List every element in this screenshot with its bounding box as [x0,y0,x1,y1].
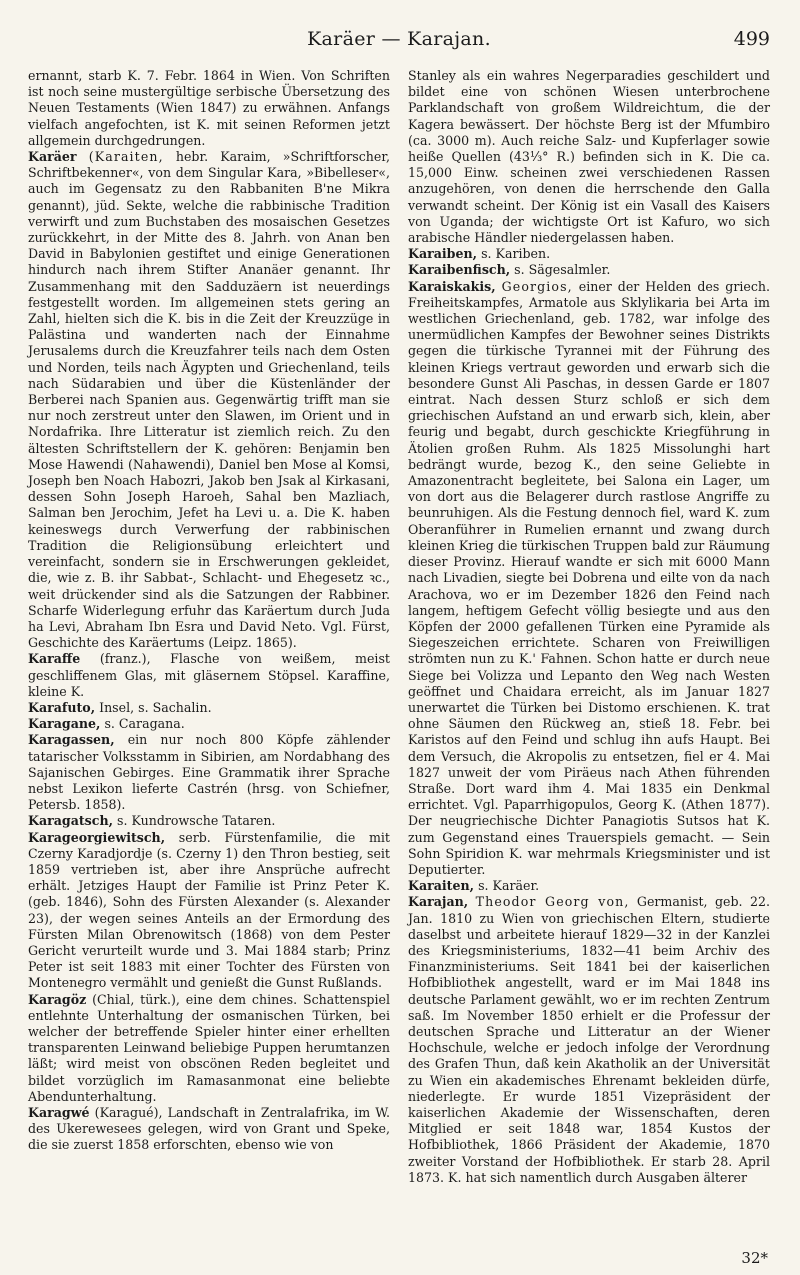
dictionary-entry [28,700,390,716]
running-title: Karäer — Karajan. [307,28,491,50]
text-columns [28,68,770,1186]
dictionary-entry [408,262,770,278]
dictionary-entry [28,68,390,149]
entry-headword: Karaibenfisch, [408,262,511,278]
entry-headword: Karaffe [28,651,81,667]
dictionary-entry [408,279,770,879]
entry-headword: Karagwé [28,1105,90,1120]
dictionary-entry [408,894,770,1186]
dictionary-entry [28,992,390,1105]
entry-text: (Chial, türk.), eine dem chines. Schattenspiel entlehnte Unterhaltung der osmanischen Türken, bei welcher der betreffende Spieler hinter einer erhellten transparenten Leinwand beliebige Puppen herumtanzen läßt; wird meist von obscönen Reden begleitet und bildet vorzüglich im Ramasanmonat eine beliebte Abendunterhaltung. [28,991,390,1104]
dictionary-entry [28,813,390,829]
entry-text: s. Karäer. [478,878,540,894]
entry-headword: Karaiskakis, [408,278,496,294]
entry-headword: Karäer [28,149,77,165]
right-column [408,68,770,1186]
entry-text: s. Sägesalmler. [514,262,611,278]
entry-headword: Karajan, [408,894,469,910]
entry-text: ernannt, starb K. 7. Febr. 1864 in Wien. Von Schriften ist noch seine mustergültige serbische Übersetzung des Neuen Testaments (Wien 1847) zu erwähnen. Anfangs vielfach angefochten, ist K. mit seinen Reformen jetzt allgemein durchgedrungen. [28,68,390,148]
entry-headword: Karagassen, [28,732,115,748]
entry-headword: Karagane, [28,716,101,732]
entry-text: Insel, s. Sachalin. [99,699,212,715]
page-number: 499 [733,28,770,50]
dictionary-entry [408,68,770,246]
entry-text: (franz.), Flasche von weißem, meist geschliffenem Glas, mit gläsernem Stöpsel. Karaffine, kleine K. [28,651,390,699]
entry-text: (Karagué), Landschaft in Zentralafrika, im W. des Ukerewesees gelegen, wird von Grant und Speke, die sie zuerst 1858 erforschten, ebenso wie von [28,1105,390,1153]
entry-spaced-name: Theodor Georg von, [475,894,630,910]
entry-text: s. Caragana. [104,716,185,732]
entry-text: Stanley als ein wahres Negerparadies geschildert und bildet eine von schönen Wiesen unterbrochene Parklandschaft von großem Wildreichtum, die der Kagera bewässert. Der höchste Berg ist der Mfumbiro (ca. 3000 m). Auch reiche Salz- und Kupferlager sowie heiße Quellen (43⅓° R.) befinden sich in K. Die ca. 15,000 Einw. scheinen zwei verschiedenen Rassen anzugehören, von denen die herrschende den Galla verwandt scheint. Der König ist ein Vasall des Kaisers von Uganda; der wichtigste Ort ist Kafuro, wo sich arabische Händler niedergelassen haben. [408,68,770,246]
dictionary-entry [28,651,390,700]
entry-headword: Karaiten, [408,878,475,894]
dictionary-entry [28,732,390,813]
entry-spaced-name: Georgios, [501,278,573,294]
entry-headword: Karagatsch, [28,813,113,829]
entry-text: einer der Helden des griech. Freiheitskampfes, Armatole aus Sklylikaria bei Arta im westlichen Griechenland, geb. 1782, war infolge des unermüdlichen Kampfes der Bewohner seines Distrikts gegen die türkische Tyrannei mit der Führung des kleinen Kriegs vertraut geworden und erwarb sich die besondere Gunst Ali Paschas, in dessen Garde er 1807 eintrat. Nach dessen Sturz schloß er sich dem griechischen Aufstand an und erwarb sich, klein, aber feurig und begabt, durch geschickte Kriegführung in Ätolien großen Ruhm. Als 1825 Missolunghi hart bedrängt wurde, bezog K., den seine Geliebte in Amazonentracht begleitete, bei Salona ein Lager, um von dort aus die Belagerer durch rastlose Angriffe zu beunruhigen. Als die Festung dennoch fiel, ward K. zum Oberanführer in Rumelien ernannt und zwang durch kleinen Krieg die türkischen Truppen bald zur Räumung dieser Provinz. Hierauf wandte er sich mit 6000 Mann nach Livadien, siegte bei Dobrena und eilte von da nach Arachova, wo er im Dezember 1826 den Feind nach langem, heftigem Gefecht völlig besiegte und aus den Köpfen der 2000 gefallenen Türken eine Pyramide als Siegeszeichen errichtete. Scharen von Freiwilligen strömten nun zu K.' Fahnen. Schon hatte er durch neue Siege bei Volizza und Lepanto den Weg nach Westen geöffnet und Chaidara erreicht, als im Januar 1827 unerwartet die Türken bei Distomo erschienen. K. trat ohne Säumen den Rückweg an, stieß 18. Febr. bei Karistos auf den Feind und schlug ihn aufs Haupt. Bei dem Versuch, die Akropolis zu entsetzen, fiel er 4. Mai 1827 unweit der vom Piräeus nach Athen führenden Straße. Dort ward ihm 4. Mai 1835 ein Denkmal errichtet. Vgl. Paparrhigopulos, Georg K. (Athen 1877). Der neugriechische Dichter Panagiotis Sutsos hat K. zum Gegenstand eines Trauerspiels gemacht. — Sein Sohn Spiridion K. war mehrmals Kriegsminister und ist Deputierter. [408,278,770,877]
running-head [28,26,770,60]
dictionary-entry [408,878,770,894]
entry-text: serb. Fürstenfamilie, die mit Czerny Karadjordje (s. Czerny 1) den Thron bestieg, seit 1859 vertrieben ist, aber ihre Ansprüche aufrecht erhält. Jetziges Haupt der Familie ist Prinz Peter K. (geb. 1846), Sohn des Fürsten Alexander (s. Alexander 23), der wegen seines Anteils an der Ermordung des Fürsten Milan Obrenowitsch (1868) von dem Pester Gericht verurteilt wurde und 3. Mai 1884 starb; Prinz Peter ist seit 1883 mit einer Tochter des Fürsten von Montenegro vermählt und genießt die Gunst Rußlands. [28,829,390,991]
dictionary-entry [28,1105,390,1154]
printer-signature: 32* [741,1249,768,1267]
dictionary-entry [408,246,770,262]
entry-text: Germanist, geb. 22. Jan. 1810 zu Wien von griechischen Eltern, studierte daselbst und arbeitete hierauf 1829—32 in der Kanzlei des Kriegsministeriums, 1832—41 beim Archiv des Finanzministeriums. Seit 1841 bei der kaiserlichen Hofbibliothek angestellt, ward er im Mai 1848 ins deutsche Parlament gewählt, wo er im rechten Zentrum saß. Im November 1850 erhielt er die Professur der deutschen Sprache und Litteratur an der Wiener Hochschule, welche er jedoch infolge der Verordnung des Grafen Thun, daß kein Akatholik an der Universität zu Wien ein akademisches Ehrenamt bekleiden dürfe, niederlegte. Er wurde 1851 Vizepräsident der kaiserlichen Akademie der Wissenschaften, deren Mitglied er seit 1848 war, 1854 Kustos der Hofbibliothek, 1866 Präsident der Akademie, 1870 zweiter Vorstand der Hofbibliothek. Er starb 28. April 1873. K. hat sich namentlich durch Ausgaben älterer [408,894,770,1185]
entry-text: hebr. Karaim, »Schriftforscher, Schriftbekenner«, von dem Singular Kara, »Bibelleser«, auch im Gegensatz zu den Rabbaniten B'ne Mikra genannt), jüd. Sekte, welche die rabbinische Tradition verwirft und zum Buchstaben des mosaischen Gesetzes zurückkehrt, in der Mitte des 8. Jahrh. von Anan ben David in Babylonien gestiftet und einige Generationen hindurch nach ihrem Stifter Ananäer genannt. Ihr Zusammenhang mit den Sadduzäern ist neuerdings festgestellt worden. Im allgemeinen stets gering an Zahl, hielten sich die K. bis in die Zeit der Kreuzzüge in Palästina und wanderten nach der Einnahme Jerusalems durch die Kreuzfahrer teils nach dem Osten und Norden, teils nach Ägypten und Griechenland, teils nach Südarabien und über die Küstenländer der Berberei nach Spanien aus. Gegenwärtig trifft man sie nur noch zerstreut unter den Slawen, im Orient und in Nordafrika. Ihre Litteratur ist ziemlich reich. Zu den ältesten Schriftstellern der K. gehören: Benjamin ben Mose Hawendi (Nahawendi), Daniel ben Mose al Komsi, Joseph ben Noach Habozri, Jakob ben Jsak al Kirkasani, dessen Sohn Joseph Haroeh, Sahal ben Mazliach, Salman ben Jerochim, Jefet ha Levi u. a. Die K. haben keineswegs durch Verwerfung der rabbinischen Tradition die Religionsübung erleichtert und vereinfacht, sondern sie in Erschwerungen gekleidet, die, wie z. B. ihr Sabbat-, Schlacht- und Ehegesetz ꝛc., weit drückender sind als die Satzungen der Rabbiner. Scharfe Widerlegung erfuhr das Karäertum durch Juda ha Levi, Abraham Ibn Esra und David Neto. Vgl. Fürst, Geschichte des Karäertums (Leipz. 1865). [28,149,390,651]
left-column [28,68,390,1186]
entry-text: s. Kundrowsche Tataren. [117,813,276,829]
entry-headword: Karagöz [28,991,87,1007]
dictionary-entry [28,716,390,732]
entry-text: s. Kariben. [481,246,551,262]
entry-spaced-name: (Karaiten, [88,149,164,165]
entry-headword: Karageorgiewitsch, [28,829,166,845]
entry-headword: Karaiben, [408,246,478,262]
entry-headword: Karafuto, [28,699,96,715]
entry-text: ein nur noch 800 Köpfe zählender tatarischer Volksstamm in Sibirien, am Nordabhang des Sajanischen Gebirges. Eine Grammatik ihrer Sprache nebst Lexikon lieferte Castrén (hrsg. von Schiefner, Petersb. 1858). [28,732,390,813]
dictionary-entry [28,149,390,651]
dictionary-entry [28,830,390,992]
